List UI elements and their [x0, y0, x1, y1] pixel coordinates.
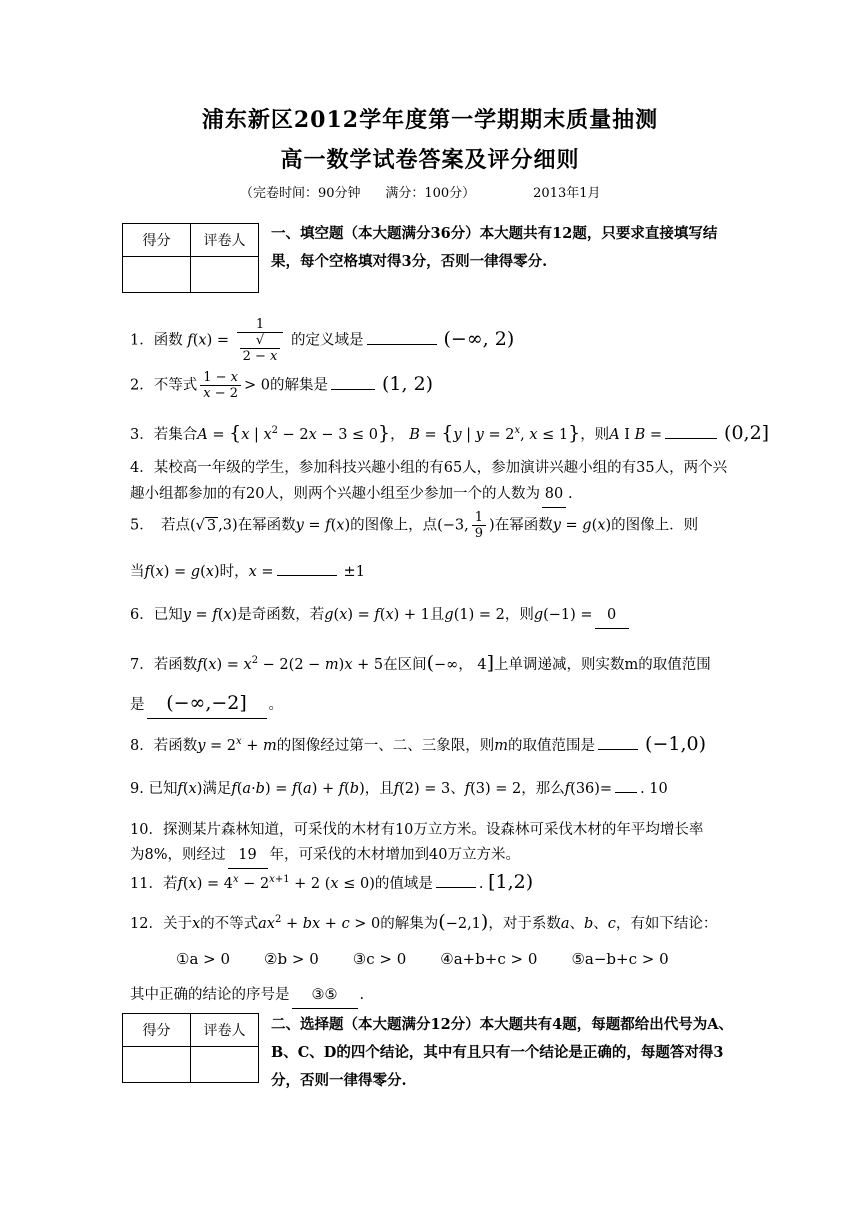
q7-prefix: 7．若函数	[130, 656, 198, 673]
q12-mid1: 的不等式	[200, 915, 259, 932]
q2-prefix: 2．不等式	[130, 377, 198, 394]
grader-header: 评卷人	[191, 1014, 259, 1047]
question-10	[130, 817, 703, 843]
q9-answer: 10	[649, 781, 668, 797]
score-cell[interactable]	[123, 1047, 191, 1083]
page-subtitle: 高一数学试卷答案及评分细则	[280, 147, 580, 173]
grader-cell[interactable]	[191, 257, 259, 293]
q12-answer: ③⑤	[292, 982, 358, 1009]
question-11: 11．若$f(x) = 4^x - 2^{x+1} + 2$ (x ≤ 0)的值域是 . [1,2)	[130, 870, 534, 893]
question-7-line2: 是 (−∞,−2] 。	[130, 690, 283, 719]
question-6: 6．已知y = f(x)是奇函数，若g(x) = f(x) + 1且g(1) = 2，则g(−1) = 0	[130, 602, 631, 629]
section-1-heading: 一、填空题（本大题满分36分）本大题共有12题，只要求直接填写结果，每个空格填对得3分，否则一律得零分.	[271, 225, 718, 270]
q7-answer: (−∞,−2]	[147, 690, 267, 719]
exam-duration: （完卷时间：90分钟 满分：100分）	[240, 186, 476, 201]
q9-mid4: ，那么	[521, 781, 565, 797]
q5-mid3: 在幂函数	[494, 517, 553, 534]
q7-end: 上单调递减，则实数m的取值范围	[494, 656, 711, 673]
score-table-1	[122, 223, 259, 293]
q6-mid3: ，则	[504, 607, 534, 623]
q11-blank[interactable]	[436, 869, 476, 888]
q9-mid2: ，且	[364, 781, 394, 797]
q7-line2: 是	[130, 697, 145, 713]
q3-answer: (0,2]	[724, 421, 770, 444]
question-3: 3．若集合A = {x | $x^2 - 2x - 3 \le 0$}， B = {y | $y = 2^x$, x ≤ 1}，则A I B = (0,2]	[130, 421, 770, 444]
q3-blank[interactable]	[665, 420, 717, 439]
q9-mid1: 满足	[202, 781, 232, 797]
q8-mid: 的图像经过第一、二、三象限，则	[276, 737, 495, 754]
q1-suffix: 的定义域是	[291, 332, 364, 349]
q5-end: 的图像上．则	[611, 517, 699, 534]
q12-option-2: ②b > 0	[264, 950, 319, 968]
q12-tail-prefix: 其中正确的结论的序号是	[130, 987, 290, 1003]
score-header: 得分	[123, 1014, 191, 1047]
q8-end: 的取值范围是	[508, 737, 596, 754]
q12-mid3: ，对于系数	[488, 915, 561, 932]
exam-date: 2013年1月	[533, 186, 601, 201]
q10-line2a: 为8%，则经过	[130, 847, 226, 863]
page-title: 浦东新区2012学年度第一学期期末质量抽测	[201, 107, 659, 133]
q2-fraction: $\frac{1 - x}{x - 2}$	[200, 370, 241, 401]
q7-mid: 在区间	[383, 656, 427, 673]
q4-answer: 80	[542, 481, 566, 508]
q10-answer: 19	[228, 842, 268, 869]
q8-blank[interactable]	[598, 731, 638, 750]
q5-blank[interactable]	[277, 557, 337, 576]
question-8: 8．若函数$y = 2^x + m$的图像经过第一、二、三象限，则m的取值范围是 (−1,0)	[130, 732, 707, 755]
q9-mid3: 、	[450, 781, 465, 797]
q6-mid1: 是奇函数，若	[237, 607, 325, 623]
q1-fraction: 1 √ 2 − x	[237, 317, 284, 364]
question-12: 12．关于x的不等式$ax^2$ + bx + c > 0的解集为(−2,1)，对于系数a、b、c，有如下结论：	[130, 910, 718, 933]
q5-line2: 当	[130, 564, 145, 580]
question-1: 1．函数 f(x) = 1 √ 2 − x 的定义域是 (−∞, 2)	[130, 317, 515, 364]
q6-prefix: 6．已知	[130, 607, 183, 623]
q2-blank[interactable]	[331, 371, 375, 390]
question-7: 7．若函数$f(x) = x^2 - 2(2 - m)x + 5$在区间(−∞， 4]上单调递减，则实数m的取值范围	[130, 651, 711, 674]
q12-mid2: 的解集为	[380, 915, 439, 932]
exam-info	[240, 182, 601, 201]
q12-option-5: ⑤a−b+c > 0	[571, 950, 669, 968]
question-5: 5． 若点(√ 3 ,3)在幂函数y = f(x)的图像上，点(−3, $\frac{1}{9}$ )在幂函数y = g(x)的图像上．则	[130, 510, 699, 541]
score-table-2	[122, 1013, 259, 1083]
question-10-line2	[130, 842, 520, 869]
q10-line2b: 年，可采伐的木材增加到40万立方米。	[269, 847, 520, 863]
q3-suffix: ，则	[580, 426, 610, 443]
q10-line1: 10．探测某片森林知道，可采伐的木材有10万立方米。设森林可采伐木材的年平均增长率	[130, 822, 704, 838]
q12-option-3: ③c > 0	[352, 950, 407, 968]
q6-answer: 0	[595, 602, 629, 629]
q12-option-1: ①a > 0	[176, 950, 231, 968]
question-4: 4．某校高一年级的学生，参加科技兴趣小组的有65人，参加演讲兴趣小组的有35人，两个兴趣小组都参加的有20人，则两个兴趣小组至少参加一个的人数为 80 .	[130, 455, 736, 508]
q11-prefix: 11．若	[130, 875, 178, 892]
q6-mid2: 且	[429, 607, 445, 623]
q8-prefix: 8．若函数	[130, 737, 198, 754]
q11-suffix: 的值域是	[374, 875, 433, 892]
q2-suffix: 的解集是	[270, 377, 328, 394]
q1-blank[interactable]	[367, 326, 437, 345]
question-9: 9. 已知f(x)满足f(a·b) = f(a) + f(b)，且f(2) = 3、f(3) = 2，那么f(36)= . 10	[130, 774, 668, 802]
q2-answer: (1, 2)	[382, 372, 434, 395]
q5-line2b: 时，	[219, 564, 249, 580]
q12-option-4: ④a+b+c > 0	[440, 950, 538, 968]
question-2: 2．不等式 $\frac{1 - x}{x - 2}$ > 0的解集是 (1, 2)	[130, 370, 434, 401]
q3-prefix: 3．若集合	[130, 426, 198, 443]
grader-header: 评卷人	[191, 224, 259, 257]
q8-answer: (−1,0)	[645, 732, 707, 755]
q1-prefix: 1．函数	[130, 332, 183, 349]
q1-answer: (−∞, 2)	[443, 327, 515, 350]
section-2-heading: 二、选择题（本大题满分12分）本大题共有4题，每题都给出代号为A、B、C、D的四个结论，其中有且只有一个结论是正确的，每题答对得3分，否则一律得零分.	[271, 1016, 734, 1089]
q11-answer: [1,2)	[488, 870, 534, 893]
q9-prefix: 9. 已知	[130, 781, 178, 797]
q12-end: ，有如下结论：	[615, 915, 718, 932]
q12-options	[176, 950, 703, 968]
q4-text: 4．某校高一年级的学生，参加科技兴趣小组的有65人，参加演讲兴趣小组的有35人，两个兴趣小组都参加的有20人，则两个兴趣小组至少参加一个的人数为	[130, 460, 728, 502]
q5-mid2: 的图像上，点	[350, 517, 438, 534]
q5-prefix: 5． 若点	[130, 517, 190, 534]
q5-answer: ±1	[343, 564, 365, 580]
q9-blank[interactable]	[615, 774, 637, 793]
question-5-line2: 当f(x) = g(x)时，x = ±1	[130, 557, 365, 585]
score-cell[interactable]	[123, 257, 191, 293]
q12-prefix: 12．关于	[130, 915, 192, 932]
grader-cell[interactable]	[191, 1047, 259, 1083]
score-header: 得分	[123, 224, 191, 257]
question-12-tail: 其中正确的结论的序号是 ③⑤ .	[130, 982, 364, 1009]
q5-mid1: 在幂函数	[237, 517, 296, 534]
